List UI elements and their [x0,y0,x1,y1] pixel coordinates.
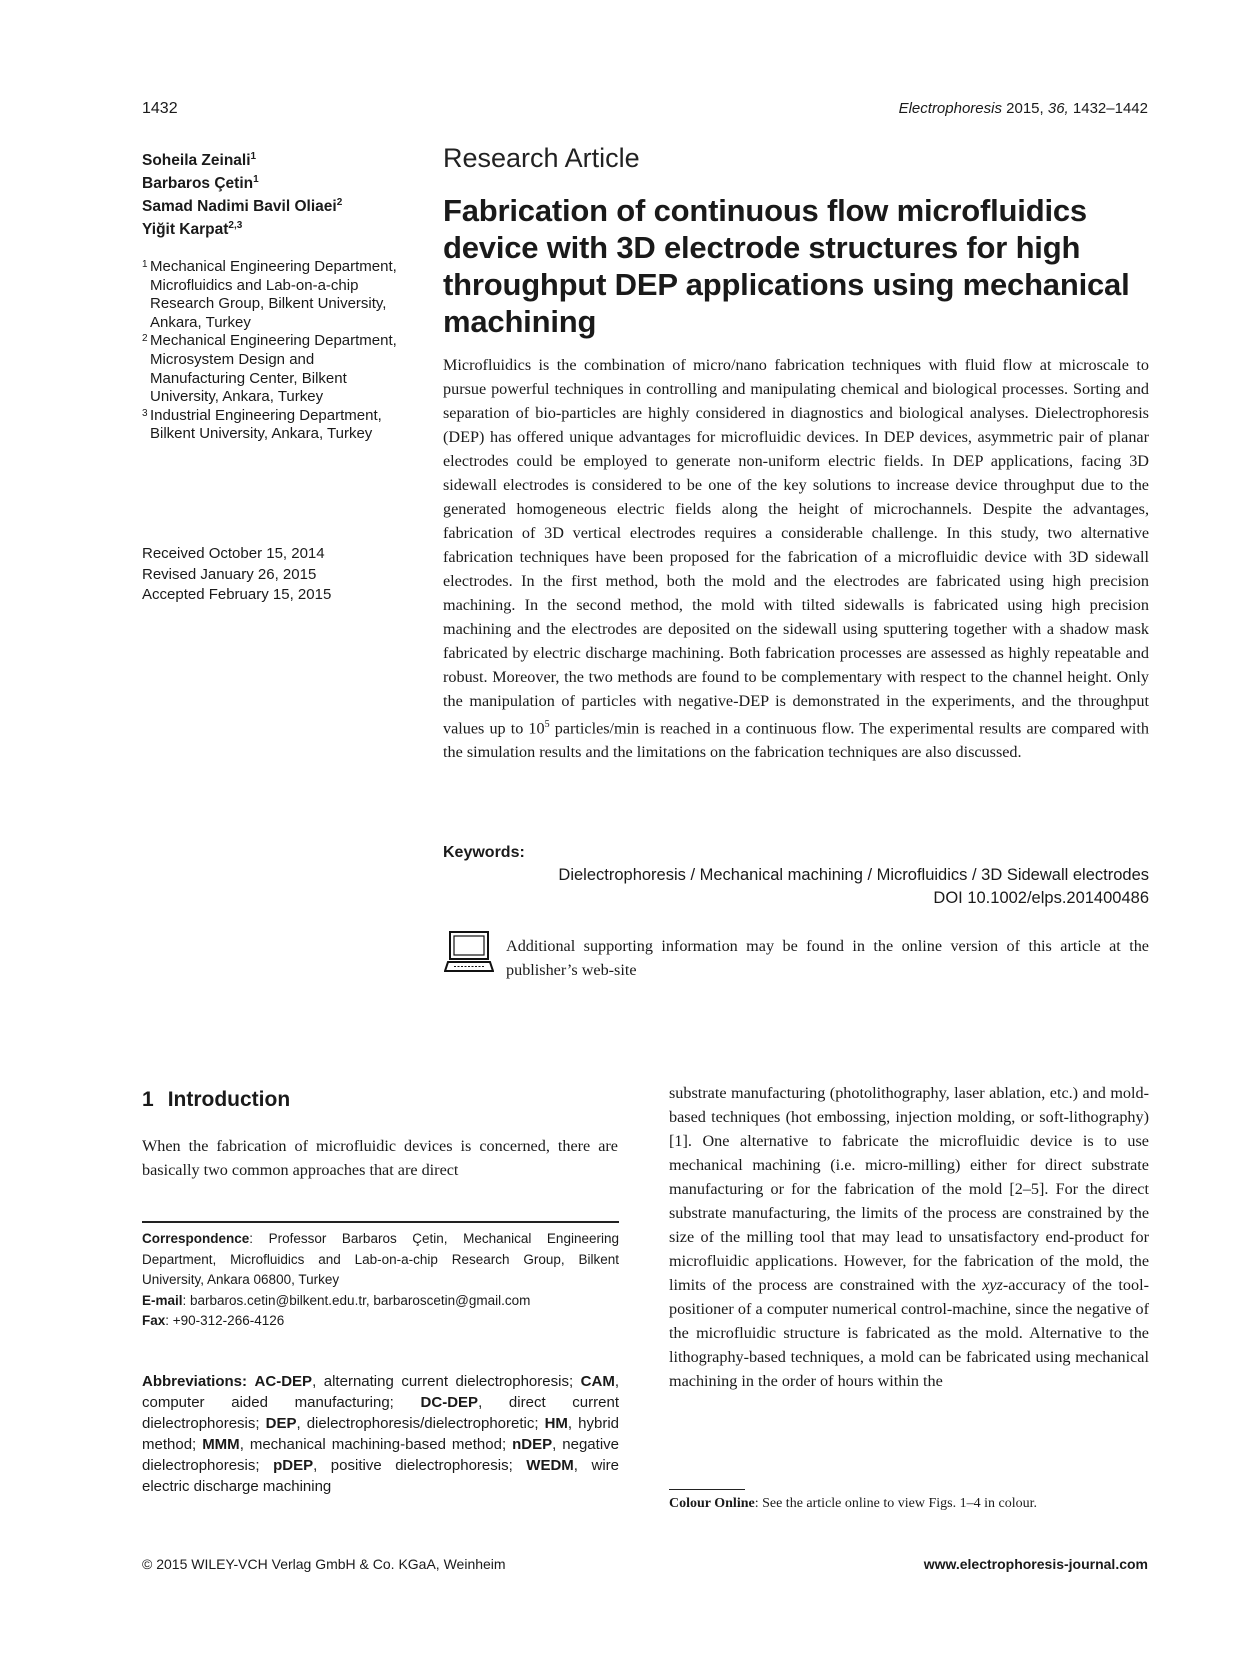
article-type: Research Article [443,143,640,173]
correspondence-block [142,1229,619,1332]
journal-reference [899,100,1148,117]
journal-pages: 1432–1442 [1072,100,1148,117]
author: Samad Nadimi Bavil Oliaei$^2$ [142,197,343,216]
supporting-info-note: Additional supporting information may be found in the online version of this article at the publisher’s web-site [506,937,1149,979]
affiliation: 1 Mechanical Engineering Department, Microfluidics and Lab-on-a-chip Research Group, Bilkent University, Ankara, Turkey [142,258,397,331]
computer-icon [444,930,494,974]
intro-text-left: When the fabrication of microfluidic devices is concerned, there are basically two common approaches that are direct [142,1137,618,1179]
abbreviations-block: Abbreviations: AC-DEP, alternating current dielectrophoresis; CAM, computer aided manufacturing; DC-DEP, direct current dielectrophoresis; DEP, dielectrophoresis/dielectrophoretic; HM, hybrid method; MMM, mechanical machining-based method; nDEP, negative dielectrophoresis; pDEP, positive dielectrophoresis; WEDM, wire electric discharge machining [142,1373,619,1495]
keywords-heading: Keywords: [443,844,525,861]
author: Soheila Zeinali$^1$ [142,151,257,170]
colour-online-note: Colour Online: See the article online to view Figs. 1–4 in colour. [669,1496,1037,1511]
section-heading [142,1088,290,1112]
accepted-date: Accepted February 15, 2015 [142,586,332,603]
journal-volume: 36, [1047,100,1069,117]
affiliation: 3 Industrial Engineering Department, Bilkent University, Ankara, Turkey [142,406,382,443]
footnote-divider [669,1489,745,1490]
doi: DOI 10.1002/elps.201400486 [933,889,1149,907]
affiliation: 2 Mechanical Engineering Department, Microsystem Design and Manufacturing Center, Bilkent University, Ankara, Turkey [142,332,397,406]
article-dates [142,544,402,606]
journal-year: 2015, [1006,100,1044,117]
author: Barbaros Çetin$^1$ [142,174,259,193]
correspondence-email: E-mail: barbaros.cetin@bilkent.edu.tr, barbaroscetin@gmail.com [142,1292,531,1308]
page-number: 1432 [142,100,178,117]
journal-name: Electrophoresis [898,100,1002,117]
affiliation-list [142,258,402,444]
author: Yiğit Karpat$^{2,3}$ [142,220,243,239]
correspondence-fax: Fax: +90-312-266-4126 [142,1313,285,1328]
article-title: Fabrication of continuous flow microfluidics device with 3D electrode structures for high throughput DEP applications using mechanical machining [443,193,1130,339]
keywords: Dielectrophoresis / Mechanical machining / Microfluidics / 3D Sidewall electrodes [558,866,1149,884]
revised-date: Revised January 26, 2015 [142,565,317,583]
intro-text-right: substrate manufacturing (photolithography, laser ablation, etc.) and mold-based techniques (hot embossing, injection molding, or soft-lithography) [1]. One alternative to fabricate the microfluidic device is to use mechanical machining (i.e. micro-milling) either for direct substrate manufacturing or for the fabrication of the mold [2–5]. For the direct substrate manufacturing, the limits of the process are constrained by the size of the milling tool that may lead to unsatisfactory end-product for microfluidic applications. However, for the fabrication of the mold, the limits of the process are constrained with the xyz-accuracy of the tool-positioner of a computer numerical control-machine, since the negative of the microfluidic structure is fabricated as the mold. Alternative to the lithography-based techniques, a mold can be fabricated using mechanical machining in the order of hours within the [669,1084,1149,1390]
author-list [142,147,402,240]
received-date: Received October 15, 2014 [142,545,325,562]
correspondence-address: Correspondence: Professor Barbaros Çetin, Mechanical Engineering Department, Microfluidics and Lab-on-a-chip Research Group, Bilkent University, Ankara 06800, Turkey [142,1231,619,1287]
section-title: Introduction [167,1088,291,1111]
copyright: © 2015 WILEY-VCH Verlag GmbH & Co. KGaA, Weinheim [142,1556,506,1572]
abstract: Microfluidics is the combination of micro/nano fabrication techniques with fluid flow at microscale to pursue powerful techniques in controlling and manipulating chemical and biological processes. Sorting and separation of bio-particles are highly considered in diagnostics and biological analyses. Dielectrophoresis (DEP) has offered unique advantages for microfluidic devices. In DEP devices, asymmetric pair of planar electrodes could be employed to generate non-uniform electric fields. In DEP applications, facing 3D sidewall electrodes is considered to be one of the key solutions to increase device throughput due to the generated homogeneous electric fields along the height of microchannels. Despite the advantages, fabrication of 3D vertical electrodes requires a considerable challenge. In this study, two alternative fabrication techniques have been proposed for the fabrication of a microfluidic device with 3D sidewall electrodes. In the first method, both the mold and the electrodes are fabricated using high precision machining. In the second method, the mold with tilted sidewalls is fabricated using high precision machining and the electrodes are deposited on the sidewall using sputtering together with a shadow mask fabricated by electric discharge machining. Both fabrication processes are assessed as highly repeatable and robust. Moreover, the two methods are found to be complementary with respect to the channel height. Only the manipulation of particles with negative-DEP is demonstrated in the experiments, and the throughput values up to $10^5$ particles/min is reached in a continuous flow. The experimental results are compared with the simulation results and the limitations on the fabrication techniques are also discussed. [443,356,1149,762]
section-number: 1 [142,1088,154,1111]
correspondence-divider [142,1221,619,1223]
journal-url[interactable]: www.electrophoresis-journal.com [923,1556,1148,1572]
